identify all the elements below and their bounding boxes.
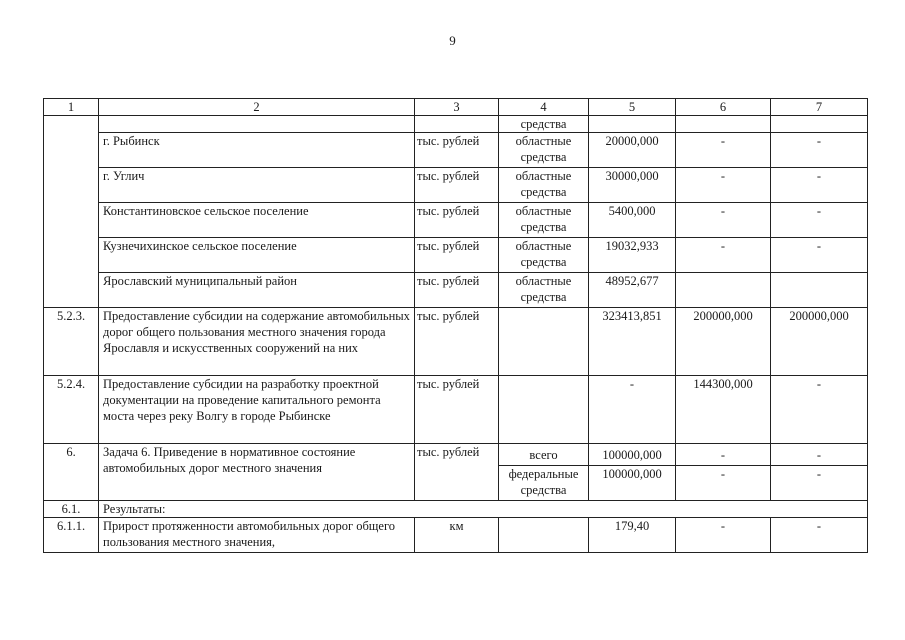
- source-cell: [499, 518, 589, 553]
- unit-cell: тыс. рублей: [415, 203, 499, 238]
- value-cell: 20000,000: [589, 133, 676, 168]
- page-number: 9: [449, 33, 456, 48]
- name-cell: Константиновское сельское поселение: [99, 203, 415, 238]
- source-cell: [499, 376, 589, 444]
- value-cell: -: [676, 203, 771, 238]
- table-row: [44, 518, 868, 553]
- source-cell: областные средства: [499, 203, 589, 238]
- table-row: [44, 168, 868, 203]
- table-row: [44, 308, 868, 376]
- unit-cell: тыс. рублей: [415, 308, 499, 376]
- value-cell: 179,40: [589, 518, 676, 553]
- value-cell: 30000,000: [589, 168, 676, 203]
- name-cell: Прирост протяженности автомобильных дорог общего пользования местного значения,: [99, 518, 415, 553]
- merged-num-cell: [44, 116, 99, 308]
- header-cell: 2: [99, 99, 415, 116]
- name-cell: Кузнечихинское сельское поселение: [99, 238, 415, 273]
- unit-cell: [415, 116, 499, 133]
- value-cell: 19032,933: [589, 238, 676, 273]
- row-number: 6.1.: [44, 501, 99, 518]
- header-cell: 4: [499, 99, 589, 116]
- value-cell: [771, 273, 868, 308]
- table-row: [44, 203, 868, 238]
- value-cell: -: [771, 376, 868, 444]
- results-label: Результаты:: [99, 501, 868, 518]
- name-cell: Предоставление субсидии на разработку проектной документации на проведение капитального ремонта моста через реку Волгу в городе Рыбинске: [99, 376, 415, 444]
- source-cell: областные средства: [499, 133, 589, 168]
- table-row: [44, 376, 868, 444]
- value-cell: -: [771, 133, 868, 168]
- value-cell: -: [771, 238, 868, 273]
- unit-cell: тыс. рублей: [415, 444, 499, 501]
- table-row: [44, 444, 868, 466]
- value-cell: 5400,000: [589, 203, 676, 238]
- source-cell: средства: [499, 116, 589, 133]
- value-cell: [676, 116, 771, 133]
- value-cell: 48952,677: [589, 273, 676, 308]
- table-row: [44, 238, 868, 273]
- header-cell: 5: [589, 99, 676, 116]
- value-cell: 323413,851: [589, 308, 676, 376]
- value-cell: -: [676, 466, 771, 501]
- table-row: [44, 116, 868, 133]
- name-cell: Предоставление субсидии на содержание автомобильных дорог общего пользования местного значения города Ярославля и искусственных сооружений на них: [99, 308, 415, 376]
- unit-cell: тыс. рублей: [415, 168, 499, 203]
- source-cell: [499, 308, 589, 376]
- unit-cell: тыс. рублей: [415, 133, 499, 168]
- value-cell: 100000,000: [589, 444, 676, 466]
- source-cell: областные средства: [499, 273, 589, 308]
- value-cell: 144300,000: [676, 376, 771, 444]
- value-cell: -: [771, 203, 868, 238]
- value-cell: -: [589, 376, 676, 444]
- table-row: [44, 273, 868, 308]
- source-cell: областные средства: [499, 238, 589, 273]
- value-cell: -: [771, 466, 868, 501]
- unit-cell: тыс. рублей: [415, 273, 499, 308]
- name-cell: Задача 6. Приведение в нормативное состояние автомобильных дорог местного значения: [99, 444, 415, 501]
- value-cell: 200000,000: [771, 308, 868, 376]
- unit-cell: тыс. рублей: [415, 238, 499, 273]
- data-table: [43, 98, 868, 553]
- value-cell: -: [676, 238, 771, 273]
- value-cell: -: [676, 518, 771, 553]
- name-cell: г. Углич: [99, 168, 415, 203]
- header-cell: 3: [415, 99, 499, 116]
- value-cell: -: [771, 444, 868, 466]
- value-cell: [771, 116, 868, 133]
- row-number: 6.: [44, 444, 99, 501]
- value-cell: 100000,000: [589, 466, 676, 501]
- header-cell: 7: [771, 99, 868, 116]
- table-row: [44, 501, 868, 518]
- name-cell: г. Рыбинск: [99, 133, 415, 168]
- source-cell: областные средства: [499, 168, 589, 203]
- value-cell: [589, 116, 676, 133]
- row-number: 6.1.1.: [44, 518, 99, 553]
- row-number: 5.2.4.: [44, 376, 99, 444]
- table-row: [44, 133, 868, 168]
- value-cell: [676, 273, 771, 308]
- header-cell: 1: [44, 99, 99, 116]
- value-cell: -: [676, 444, 771, 466]
- value-cell: 200000,000: [676, 308, 771, 376]
- source-cell: всего: [499, 444, 589, 466]
- source-cell: федеральные средства: [499, 466, 589, 501]
- name-cell: [99, 116, 415, 133]
- unit-cell: км: [415, 518, 499, 553]
- row-number: 5.2.3.: [44, 308, 99, 376]
- name-cell: Ярославский муниципальный район: [99, 273, 415, 308]
- value-cell: -: [676, 133, 771, 168]
- value-cell: -: [771, 168, 868, 203]
- header-cell: 6: [676, 99, 771, 116]
- unit-cell: тыс. рублей: [415, 376, 499, 444]
- value-cell: -: [676, 168, 771, 203]
- value-cell: -: [771, 518, 868, 553]
- header-row: [44, 99, 868, 116]
